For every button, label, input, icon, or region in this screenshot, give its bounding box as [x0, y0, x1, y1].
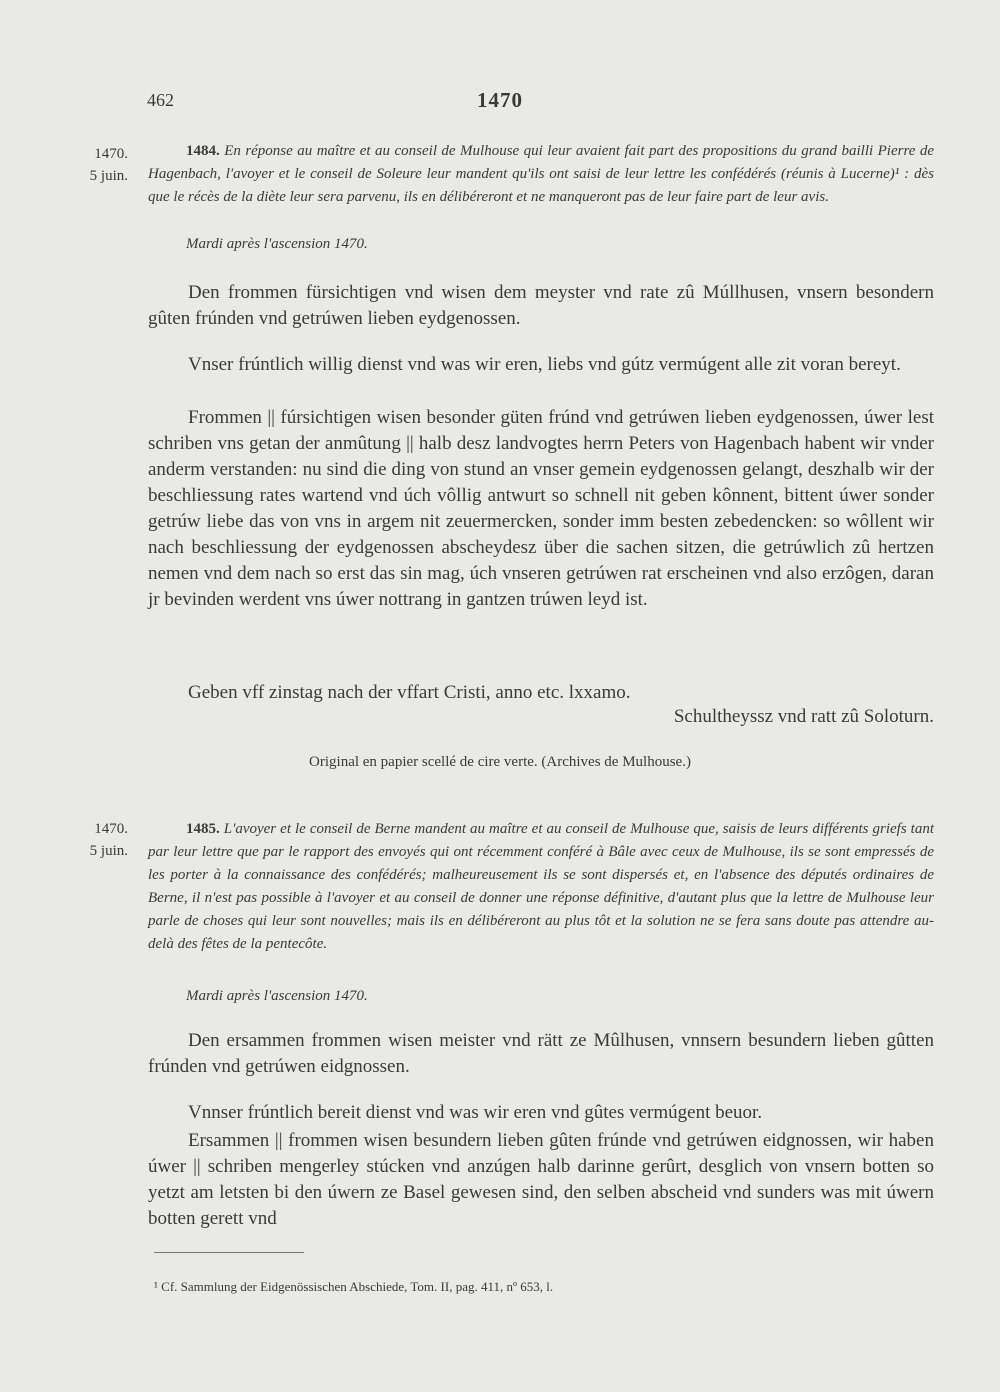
- regest-text: L'avoyer et le conseil de Berne mandent au maître et au conseil de Mulhouse que, saisis de leurs différents griefs tant par leur lettre que par le rapport des envoyés qui ont récemment conféré à Bâle avec ceux de Mulhouse, ils se sont empressés de les porter à la connaissance des confédérés; malheureusement ils se sont dispersés et, en l'absence des députés ordinaires de Berne, il n'est pas possible à l'avoyer et au conseil de donner une réponse définitive, d'autant plus que la lettre de Mulhouse leur parle de choses qui leur sont nouvelles; mais ils en délibéreront au plus tôt et la solution ne se fera sans doute pas attendre au-delà des fêtes de la pentecôte.: [148, 821, 935, 952]
- address-1484: Den frommen fürsichtigen vnd wisen dem meyster vnd rate zû Múllhusen, vnsern besondern gûten frúnden vnd getrúwen lieben eydgenossen.: [148, 282, 934, 329]
- body-1485: Ersammen || frommen wisen besundern lieben gûten frúnde vnd getrúwen eidgnossen, wir haben úwer || schriben mengerley stúcken vnd anzúgen halb darinne gerûrt, desglich von vnsern botten so yetzt am letsten bi den úwern ze Basel gewesen sind, den selben abscheid vnd sunders was mit úwern botten gerett vnd: [148, 1130, 934, 1229]
- margin-day: 5 juin.: [89, 168, 128, 184]
- margin-year: 1470.: [94, 821, 128, 837]
- source-note-1484: Original en papier scellé de cire verte. (Archives de Mulhouse.): [309, 754, 691, 770]
- document-number: 1484: [186, 143, 216, 159]
- page-number: 462: [147, 90, 174, 110]
- signature-1484: Schultheyssz vnd ratt zû Soloturn.: [673, 706, 934, 727]
- regest-1485: 1485. L'avoyer et le conseil de Berne mandent au maître et au conseil de Mulhouse que, saisis de leurs différents griefs tant par leur lettre que par le rapport des envoyés qui ont récemment conféré à Bâle avec ceux de Mulhouse, ils se sont empressés de les porter à la connaissance des confédérés; malheureusement ils se sont dispersés et, en l'absence des députés ordinaires de Berne, il n'est pas possible à l'avoyer et au conseil de donner une réponse définitive, d'autant plus que la lettre de Mulhouse leur parle de choses qui leur sont nouvelles; mais ils en délibéreront au plus tôt et la solution ne se fera sans doute pas attendre au-delà des fêtes de la pentecôte.: [148, 821, 935, 952]
- footnote: ¹ Cf. Sammlung der Eidgenössischen Abschiede, Tom. II, pag. 411, nº 653, l.: [154, 1279, 554, 1294]
- regest-text: En réponse au maître et au conseil de Mulhouse qui leur avaient fait part des propositions du grand bailli Pierre de Hagenbach, l'avoyer et le conseil de Soleure leur mandent qu'ils ont saisi de leur lettre les confédérés (réunis à Lucerne)¹ : dès que le récès de la diète leur sera parvenu, ils en délibéreront et ne manqueront pas de leur faire part de leur avis.: [148, 143, 934, 205]
- date-line-1485: Mardi après l'ascension 1470.: [186, 988, 368, 1004]
- margin-year: 1470.: [94, 146, 128, 162]
- margin-date-1485: [62, 818, 128, 862]
- margin-date-1484: [62, 143, 128, 187]
- document-number: 1485: [186, 821, 216, 837]
- regest-1484: 1484. En réponse au maître et au conseil de Mulhouse qui leur avaient fait part des propositions du grand bailli Pierre de Hagenbach, l'avoyer et le conseil de Soleure leur mandent qu'ils ont saisi de leur lettre les confédérés (réunis à Lucerne)¹ : dès que le récès de la diète leur sera parvenu, ils en délibéreront et ne manqueront pas de leur faire part de leur avis.: [148, 143, 934, 205]
- greeting-1485: Vnnser frúntlich bereit dienst vnd was wir eren vnd gûtes vermúgent beuor.: [188, 1102, 763, 1123]
- dating-1484: Geben vff zinstag nach der vffart Cristi, anno etc. lxxamo.: [188, 682, 631, 703]
- date-line-1484: Mardi après l'ascension 1470.: [186, 236, 368, 252]
- running-head-year: 1470: [477, 88, 523, 112]
- margin-day: 5 juin.: [89, 843, 128, 859]
- footnote-divider: [154, 1252, 304, 1253]
- address-1485: Den ersammen frommen wisen meister vnd rätt ze Mûlhusen, vnnsern besundern lieben gûtten frúnden vnd getrúwen eidgnossen.: [148, 1030, 934, 1077]
- greeting-1484: Vnser frúntlich willig dienst vnd was wir eren, liebs vnd gútz vermúgent alle zit voran bereyt.: [188, 354, 901, 375]
- body-1484: Frommen || fúrsichtigen wisen besonder güten frúnd vnd getrúwen lieben eydgenossen, úwer lest schriben vns getan der anmûtung || halb desz landvogtes herrn Peters von Hagenbach habent wir vnder anderm verstanden: nu sind die ding von stund an vnser gemein eydgenossen gelangt, deszhalb wir der beschliessung rates wartend vnd úch vôllig antwurt so schnell nit geben kônnent, bittent úwer sonder getrúw liebe das von vns in argem nit zeuermercken, sonder imm besten zebedencken: so wôllent wir nach beschliessung der eydgenossen abscheydesz über die sachen sitzen, die getrúwlich zû hertzen nemen vnd dem nach so erst das sin mag, úch vnseren getrúwen rat erscheinen vnd also erzôgen, daran jr bevinden werdent vns úwer nottrang in gantzen trúwen leyd ist.: [148, 407, 934, 610]
